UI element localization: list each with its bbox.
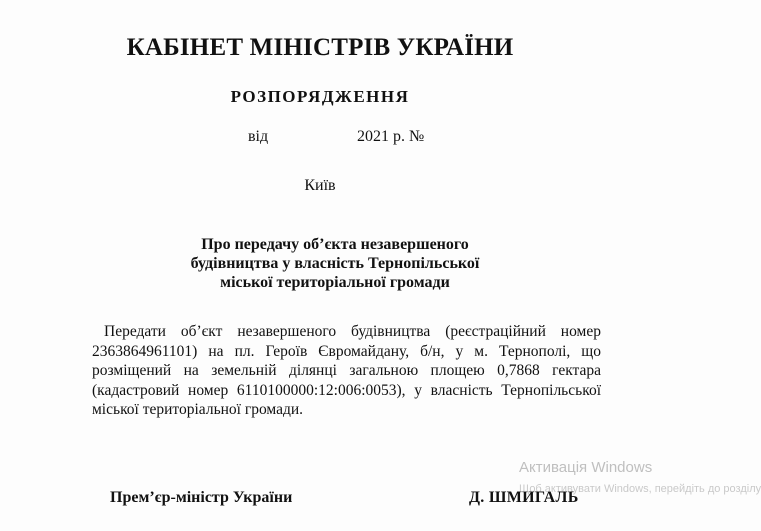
body-line: розміщений на земельній ділянці загальною площею 0,7868 гектара — [92, 362, 601, 379]
body-line: Передати об’єкт незавершеного будівництва (реєстраційний номер — [104, 323, 601, 340]
subject-line: міської територіальної громади — [220, 274, 450, 291]
activation-watermark-subtitle: Щоб активувати Windows, перейдіть до розділу — [519, 483, 761, 495]
subject-line: Про передачу об’єкта незавершеного — [201, 236, 469, 253]
signatory-title: Прем’єр-міністр України — [110, 489, 293, 506]
body-line: 2363864961101) на пл. Героїв Євромайдану, б/н, у м. Тернополі, що — [92, 342, 601, 360]
body-line: міської територіальної громади. — [92, 401, 304, 418]
subject-line: будівництва у власність Тернопільської — [190, 255, 480, 272]
city-name: Київ — [304, 177, 336, 194]
subject-title — [170, 235, 500, 292]
activation-watermark-title: Активація Windows — [519, 459, 653, 476]
document-type-heading: РОЗПОРЯДЖЕННЯ — [230, 87, 410, 106]
order-body — [92, 322, 601, 420]
date-year-number: 2021 р. № — [357, 128, 425, 145]
body-line: (кадастровий номер 6110100000:12:006:0053), у власність Тернопільської — [92, 381, 601, 399]
issuer-heading: КАБІНЕТ МІНІСТРІВ УКРАЇНИ — [126, 34, 514, 61]
date-from-label: від — [248, 128, 269, 145]
signatory-name: Д. ШМИГАЛЬ — [469, 489, 579, 506]
